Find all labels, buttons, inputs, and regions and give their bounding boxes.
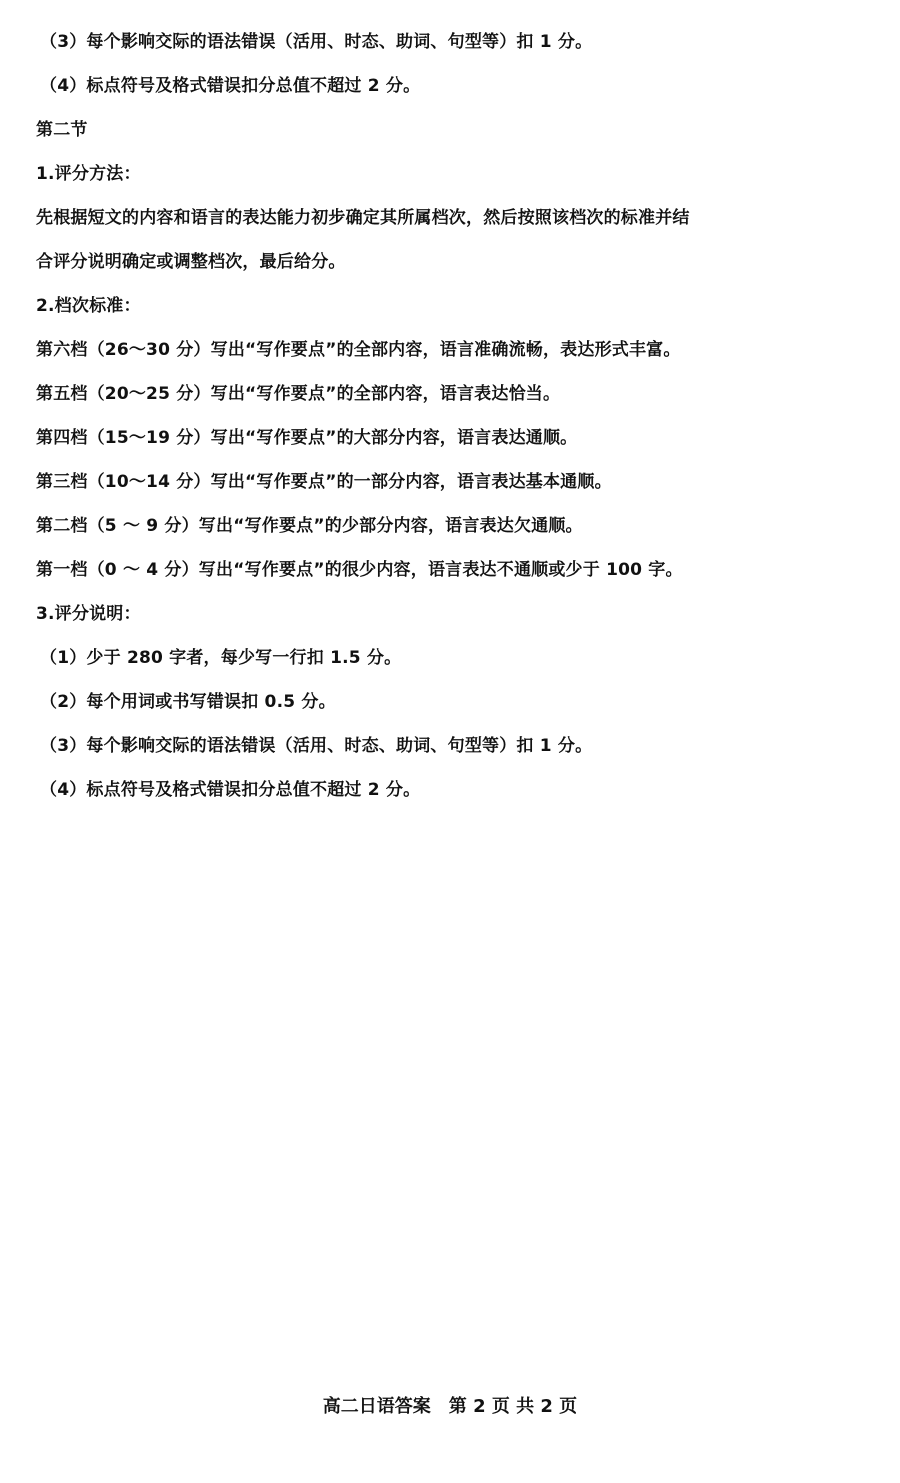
level-3: 第三档（10～14 分）写出“写作要点”的一部分内容，语言表达基本通顺。 [36,472,612,492]
rule-item-3-top: （3）每个影响交际的语法错误（活用、时态、助词、句型等）扣 1 分。 [40,32,593,52]
level-1: 第一档（0 ～ 4 分）写出“写作要点”的很少内容，语言表达不通顺或少于 100 字。 [36,560,683,580]
method-line-1: 先根据短文的内容和语言的表达能力初步确定其所属档次，然后按照该档次的标准并结 [36,208,690,228]
note-1: （1）少于 280 字者，每少写一行扣 1.5 分。 [40,648,402,668]
page-footer: 高二日语答案 第 2 页 共 2 页 [322,1396,578,1417]
level-4: 第四档（15～19 分）写出“写作要点”的大部分内容，语言表达通顺。 [36,428,578,448]
method-title: 1.评分方法： [36,164,141,184]
rule-item-4-top: （4）标点符号及格式错误扣分总值不超过 2 分。 [40,76,421,96]
level-2: 第二档（5 ～ 9 分）写出“写作要点”的少部分内容，语言表达欠通顺。 [36,516,583,536]
method-line-2: 合评分说明确定或调整档次，最后给分。 [36,252,346,272]
note-2: （2）每个用词或书写错误扣 0.5 分。 [40,692,336,712]
levels-title: 2.档次标准： [36,296,141,316]
level-5: 第五档（20～25 分）写出“写作要点”的全部内容，语言表达恰当。 [36,384,561,404]
notes-title: 3.评分说明： [36,604,141,624]
note-3: （3）每个影响交际的语法错误（活用、时态、助词、句型等）扣 1 分。 [40,736,593,756]
note-4: （4）标点符号及格式错误扣分总值不超过 2 分。 [40,780,421,800]
section-heading: 第二节 [36,120,88,140]
level-6: 第六档（26～30 分）写出“写作要点”的全部内容，语言准确流畅，表达形式丰富。 [36,340,681,360]
